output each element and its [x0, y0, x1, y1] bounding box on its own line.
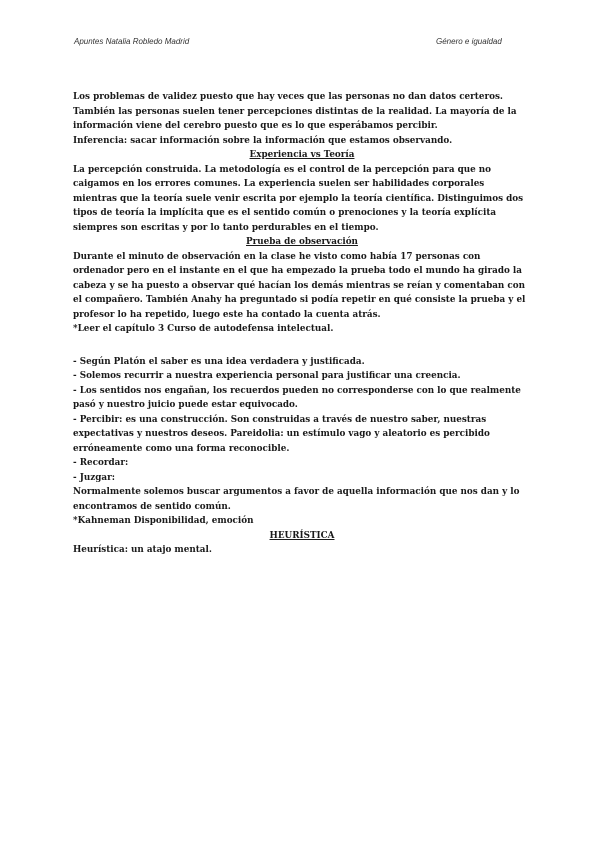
note-kahneman: *Kahneman Disponibilidad, emoción [73, 516, 254, 526]
heading-heuristica: HEURÍSTICA [269, 530, 335, 541]
list-item: - Según Platón el saber es una idea verdadera y justificada. [73, 356, 365, 367]
paragraph-percepcion: La percepción construida. La metodología es el control de la percepción para que no caigamos en los errores comunes. La experiencia suelen ser habilidades corporales mientras que la teoría suele venir escrita por ejemplo la teoría científica. Distinguimos dos tipos de teoría la implícita que es el sentido común o prenociones y la teoría explícita siempres son escritas y por lo tanto perdurables en el tiempo. [73, 164, 524, 233]
paragraph-heuristica: Heurística: un atajo mental. [73, 545, 212, 555]
bullet-list [73, 355, 531, 486]
heading-experiencia-teoria: Experiencia vs Teoría [249, 150, 355, 160]
header-author: Apuntes Natalia Robledo Madrid [74, 37, 190, 46]
list-item: - Percibir: es una construcción. Son construidas a través de nuestro saber, nuestras expectativas y nuestros deseos. Pareidolia: un estímulo vago y aleatorio es percibido erróneamente como una forma reconocible. [73, 414, 490, 454]
header-subject: Género e igualdad [436, 37, 502, 46]
list-item: - Recordar: [73, 458, 129, 468]
note-leer-capitulo: *Leer el capítulo 3 Curso de autodefensa intelectual. [73, 324, 334, 334]
heading-prueba-observacion: Prueba de observación [246, 237, 358, 247]
paragraph-argumentos: Normalmente solemos buscar argumentos a favor de aquella información que nos dan y lo encontramos de sentido común. [73, 487, 520, 512]
paragraph-inferencia: Inferencia: sacar información sobre la información que estamos observando. [73, 135, 453, 146]
list-item: - Los sentidos nos engañan, los recuerdos pueden no corresponderse con lo que realmente pasó y nuestro juicio puede estar equivocado. [73, 385, 521, 410]
paragraph-prueba: Durante el minuto de observación en la clase he visto como había 17 personas con ordenador pero en el instante en el que ha empezado la prueba todo el mundo ha girado la cabeza y se ha puesto a observar qué hacían los demás mientras se reían y comentaban con el compañero. También Anahy ha preguntado si podía repetir en qué consiste la prueba y el profesor lo ha repetido, luego este ha contado la cuenta atrás. [73, 251, 526, 320]
paragraph-validez: Los problemas de validez puesto que hay veces que las personas no dan datos certeros. También las personas suelen tener percepciones distintas de la realidad. La mayoría de la información viene del cerebro puesto que es lo que esperábamos percibir. [73, 92, 517, 131]
list-item: - Juzgar: [73, 472, 115, 483]
document-body [73, 90, 531, 558]
list-item: - Solemos recurrir a nuestra experiencia personal para justificar una creencia. [73, 371, 461, 381]
